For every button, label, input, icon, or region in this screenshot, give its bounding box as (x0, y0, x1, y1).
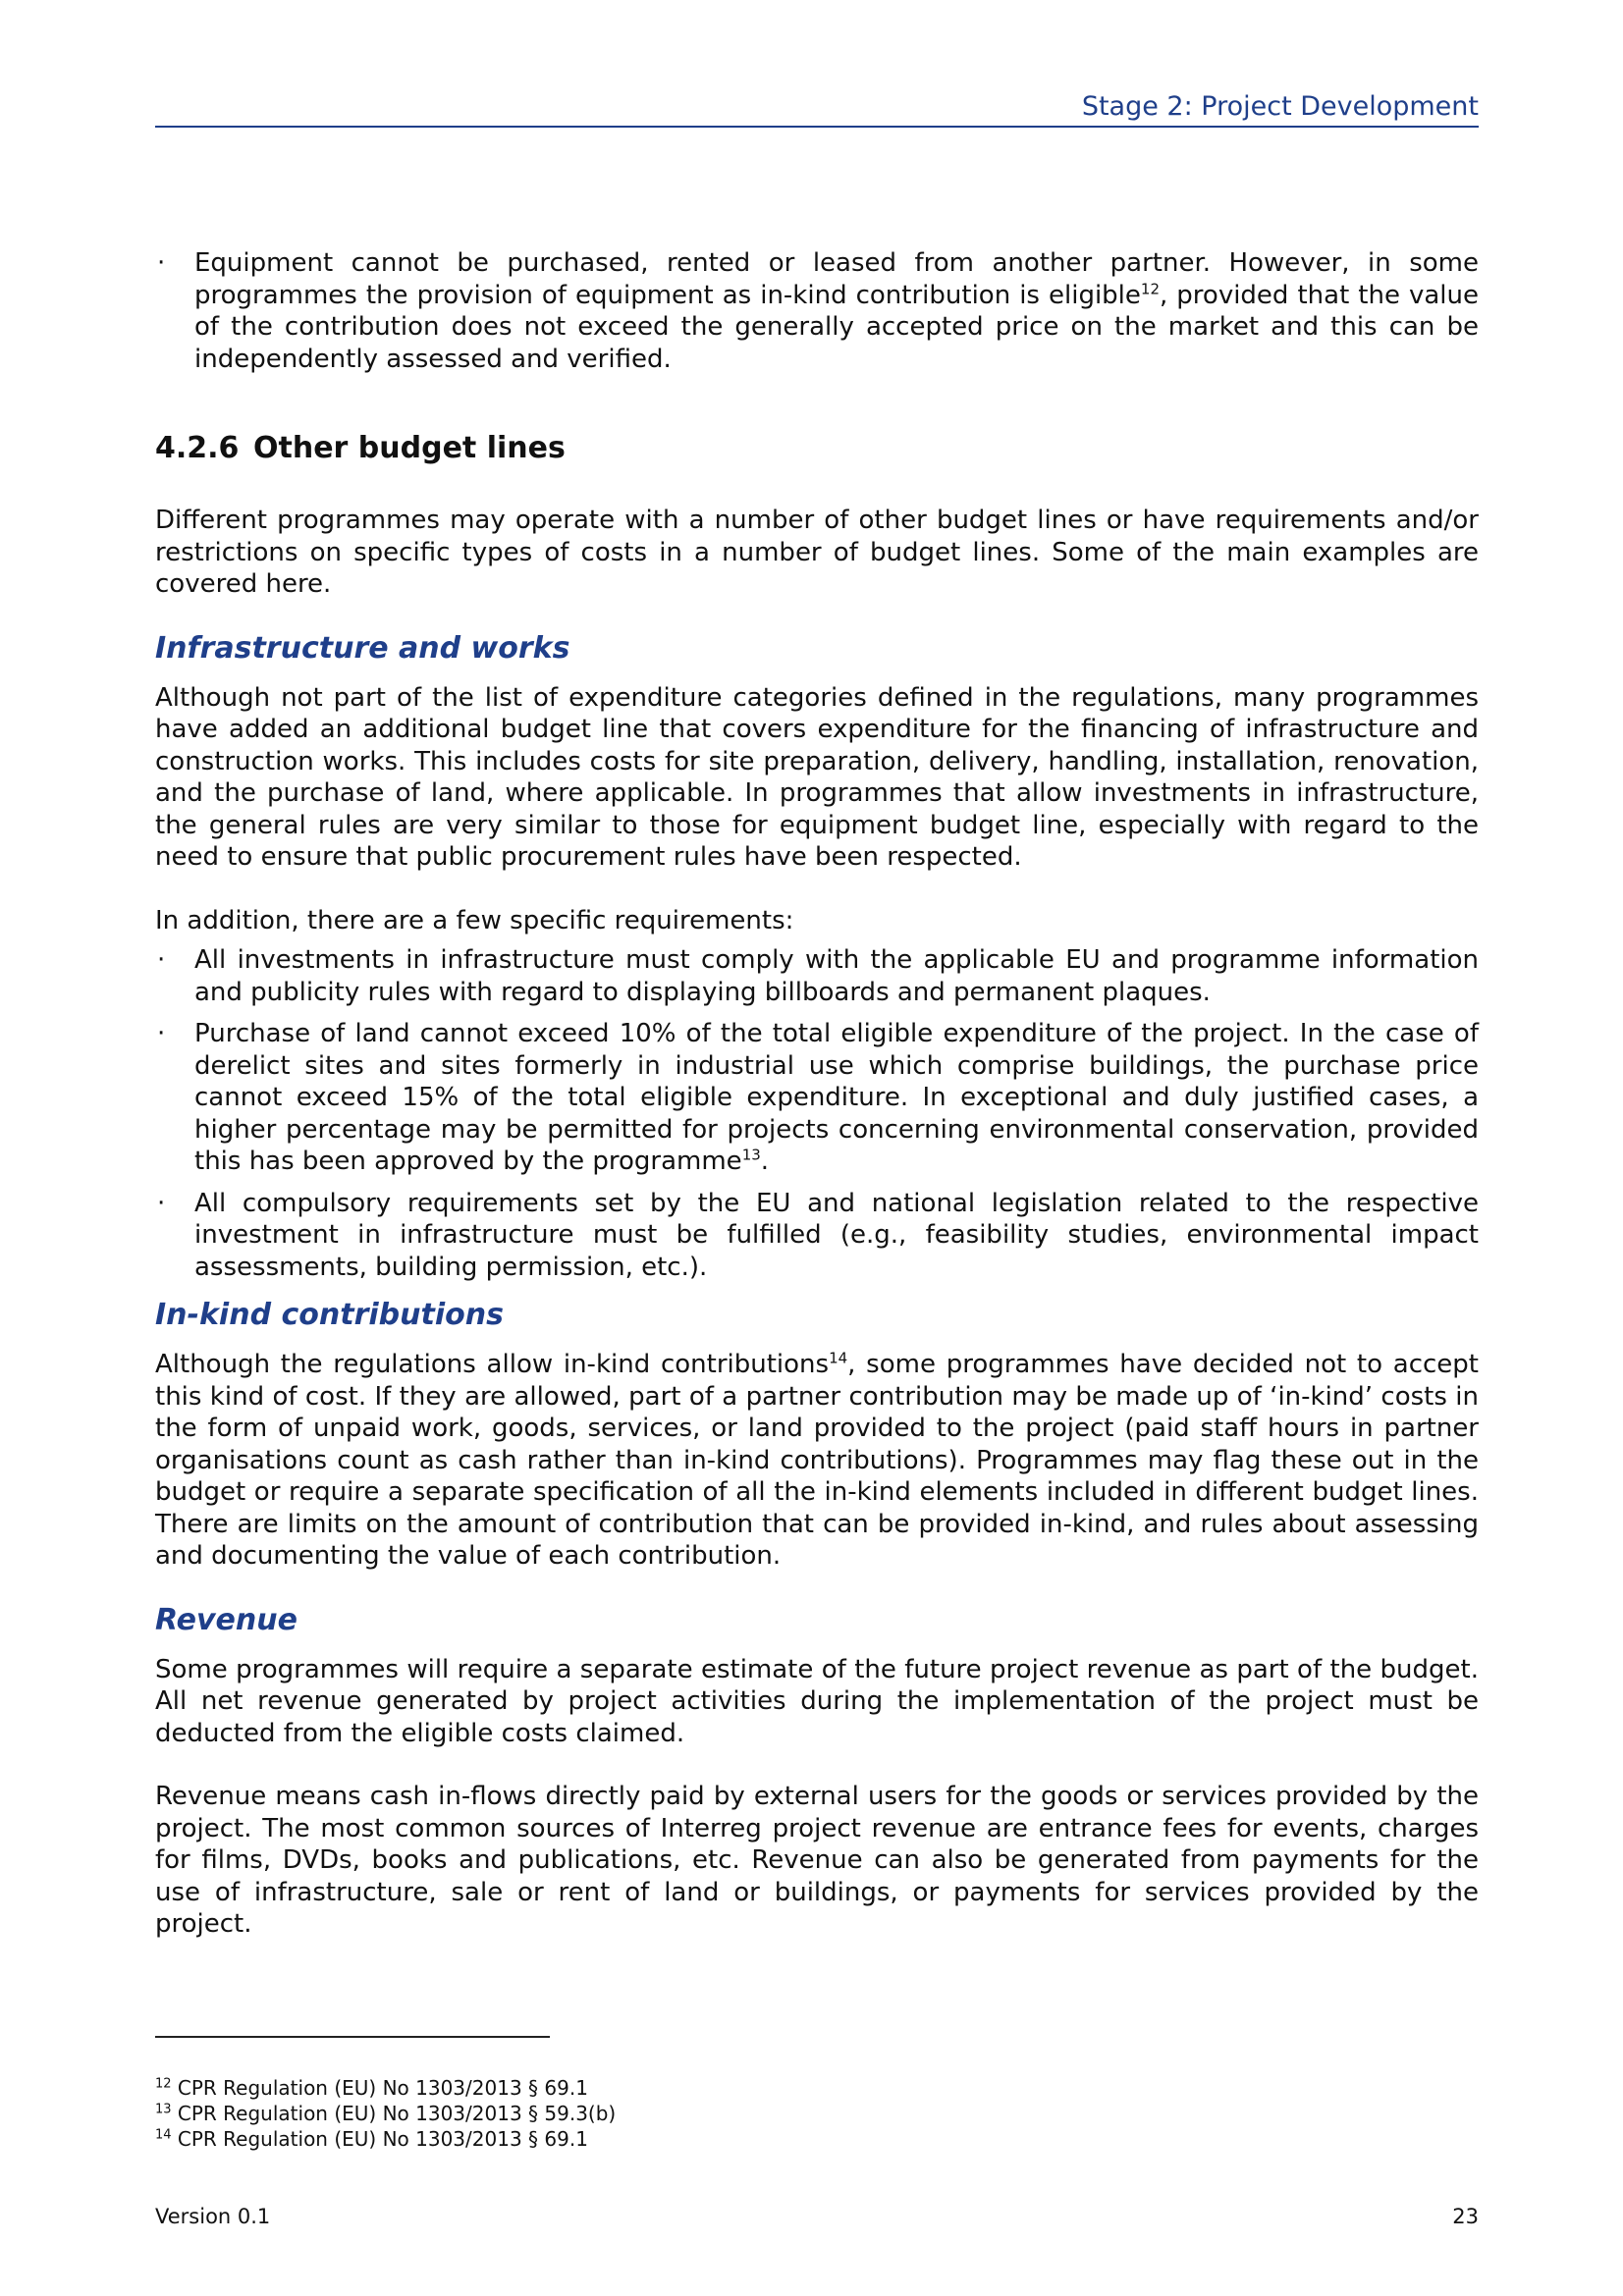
footnote-number: 14 (155, 2127, 172, 2143)
inkind-text-before: Although the regulations allow in-kind contributions (155, 1350, 830, 1379)
footnote-number: 12 (155, 2076, 172, 2092)
header-title: Stage 2: Project Development (1081, 91, 1479, 122)
requirement-legislation: All compulsory requirements set by the EU and national legislation related to the respective investment in infrastructure must be fulfilled (e.g., feasibility studies, environmental impact assessments, building permission, etc.). (194, 1188, 1479, 1282)
infrastructure-heading: Infrastructure and works (155, 630, 570, 666)
page-content (155, 247, 1479, 1941)
requirement-billboards: All investments in infrastructure must comply with the applicable EU and programme information and publicity rules with regard to displaying billboards and permanent plaques. (194, 945, 1479, 1007)
list-item (155, 1018, 1479, 1178)
footer-version: Version 0.1 (155, 2205, 271, 2228)
intro-bullet-text-after: , provided that the value of the contribution does not exceed the generally accepted price on the market and this can be independently assessed and verified. (194, 280, 1480, 374)
bullet-marker: · (157, 1019, 166, 1048)
requirement-land-purchase-end: . (760, 1147, 770, 1176)
bullet-marker: · (157, 1188, 166, 1218)
infrastructure-paragraph: Although not part of the list of expenditure categories defined in the regulations, many programmes have added an additional budget line that covers expenditure for the financing of infrastructure and construction works. This includes costs for site preparation, delivery, handling, installation, renovation, and the purchase of land, where applicable. In programmes that allow investments in infrastructure, the general rules are very similar to those for equipment budget line, especially with regard to the need to ensure that public procurement rules have been respected. (155, 682, 1479, 872)
revenue-heading: Revenue (155, 1602, 298, 1637)
inkind-paragraph (155, 1349, 1479, 1573)
footnote-ref-13[interactable]: 13 (741, 1146, 761, 1164)
footnote-12 (155, 2075, 1039, 2101)
inkind-heading: In-kind contributions (155, 1298, 504, 1332)
footer-page-number: 23 (1452, 2205, 1479, 2228)
footnote-13 (155, 2101, 1039, 2126)
section-heading (155, 430, 1479, 467)
list-item (155, 944, 1479, 1008)
section-intro: Different programmes may operate with a number of other budget lines or have requirements and/or restrictions on specific types of costs in a number of budget lines. Some of the main examples are covered here. (155, 506, 1479, 599)
section-title: Other budget lines (253, 431, 566, 465)
footnote-14 (155, 2126, 1039, 2152)
bullet-marker: · (157, 945, 166, 975)
revenue-paragraph-1: Some programmes will require a separate estimate of the future project revenue as part of the budget. All net revenue generated by project activities during the implementation of the project must be deducted from the eligible costs claimed. (155, 1654, 1479, 1748)
intro-bullet-list (155, 247, 1479, 375)
inkind-text-after: , some programmes have decided not to accept this kind of cost. If they are allowed, part of a partner contribution may be made up of ‘in-kind’ costs in the form of unpaid work, goods, services, or land provided to the project (paid staff hours in partner organisations count as cash rather than in-kind contributions). Programmes may flag these out in the budget or require a separate specification of all the in-kind elements included in different budget lines. There are limits on the amount of contribution that can be provided in-kind, and rules about assessing and documenting the value of each contribution. (155, 1350, 1479, 1571)
infrastructure-lead: In addition, there are a few specific requirements: (155, 905, 794, 935)
running-header (155, 90, 1479, 128)
footnotes (155, 2075, 1039, 2152)
intro-bullet-text-before: Equipment cannot be purchased, rented or leased from another partner. However, in some programmes the provision of equipment as in-kind contribution is eligible (194, 248, 1479, 310)
section-number: 4.2.6 (155, 431, 240, 465)
footnote-ref-14[interactable]: 14 (829, 1349, 848, 1367)
requirement-land-purchase: Purchase of land cannot exceed 10% of the total eligible expenditure of the project. In the case of derelict sites and sites formerly in industrial use which comprise buildings, the purchase price cannot exceed 15% of the total eligible expenditure. In exceptional and duly justified cases, a higher percentage may be permitted for projects concerning environmental conservation, provided this has been approved by the programme (194, 1019, 1479, 1176)
footnote-text: CPR Regulation (EU) No 1303/2013 § 69.1 (177, 2127, 588, 2151)
bullet-marker: · (157, 248, 166, 278)
footnote-number: 13 (155, 2102, 172, 2117)
footnote-divider (155, 2036, 550, 2038)
footnote-ref-12[interactable]: 12 (1140, 279, 1160, 297)
revenue-paragraph-2: Revenue means cash in-flows directly paid by external users for the goods or services provided by the project. The most common sources of Interreg project revenue are entrance fees for events, charges for films, DVDs, books and publications, etc. Revenue can also be generated from payments for the use of infrastructure, sale or rent of land or buildings, or payments for services provided by the project. (155, 1782, 1479, 1939)
list-item (155, 247, 1479, 375)
list-item (155, 1188, 1479, 1284)
footnote-text: CPR Regulation (EU) No 1303/2013 § 69.1 (177, 2076, 588, 2100)
footnote-text: CPR Regulation (EU) No 1303/2013 § 59.3(b) (177, 2102, 617, 2125)
infrastructure-requirements-list (155, 944, 1479, 1283)
